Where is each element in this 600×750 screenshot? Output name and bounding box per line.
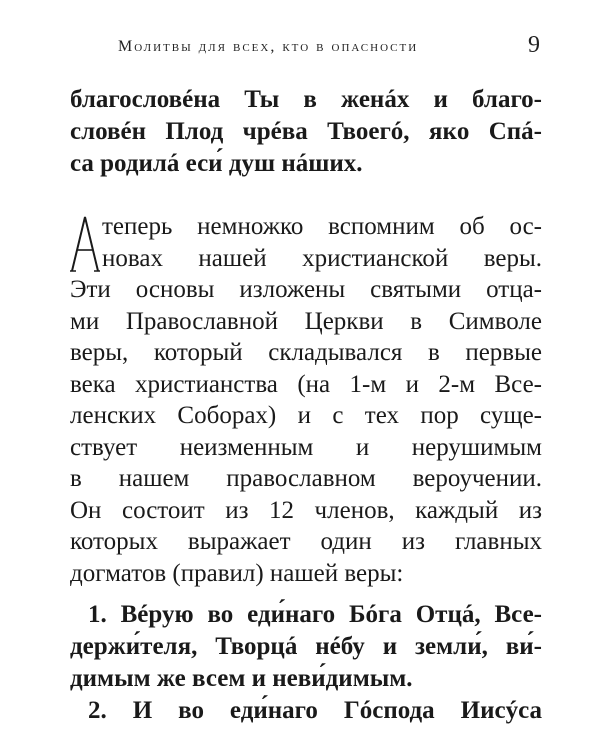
body-line: ствует неизменным и нерушимым: [70, 433, 542, 461]
paragraph-line: са родилá еси́ душ нáших.: [70, 150, 363, 177]
body-line: веры, который складывался в первые: [70, 339, 542, 366]
body-paragraph: [70, 211, 542, 589]
paragraph-line: благословéна Ты в женáх и благо-: [70, 86, 542, 113]
running-head: [70, 32, 540, 62]
body-line: новах нашей христианской веры.: [102, 244, 542, 272]
body-line: которых выражает один из главных: [70, 528, 542, 555]
prayer-ending-paragraph: [70, 84, 542, 180]
drop-cap-text: А: [70, 215, 71, 216]
creed-list: [70, 599, 542, 727]
body-line: века христианства (на 1-м и 2-м Все-: [70, 370, 542, 398]
body-line: догматов (правил) нашей веры:: [70, 559, 404, 587]
body-line: Эти основы изложены святыми отца-: [70, 276, 542, 303]
body-line: ленских Соборах) и с тех пор суще-: [70, 402, 542, 429]
creed-line: 2. И во еди́наго Гóспода Иисýса: [88, 697, 542, 724]
body-line: в нашем православном вероучении.: [70, 465, 542, 492]
creed-line: димым же всем и неви́димым.: [70, 665, 413, 692]
creed-line: 1. Вéрую во еди́наго Бóга Отцá, Все-: [88, 601, 542, 628]
creed-line: держи́теля, Творцá нéбу и земли́, ви́-: [70, 633, 542, 660]
body-line: Он состоит из 12 членов, каждый из: [70, 496, 542, 524]
running-title: Молитвы для всех, кто в опасности: [118, 38, 419, 55]
paragraph-line: словéн Плод чрéва Твоегó, якo Спá-: [70, 118, 542, 145]
body-line: ми Православной Церкви в Символе: [70, 307, 542, 335]
body-line: теперь немножко вспомним об ос-: [102, 213, 542, 240]
page-number: 9: [528, 32, 540, 58]
